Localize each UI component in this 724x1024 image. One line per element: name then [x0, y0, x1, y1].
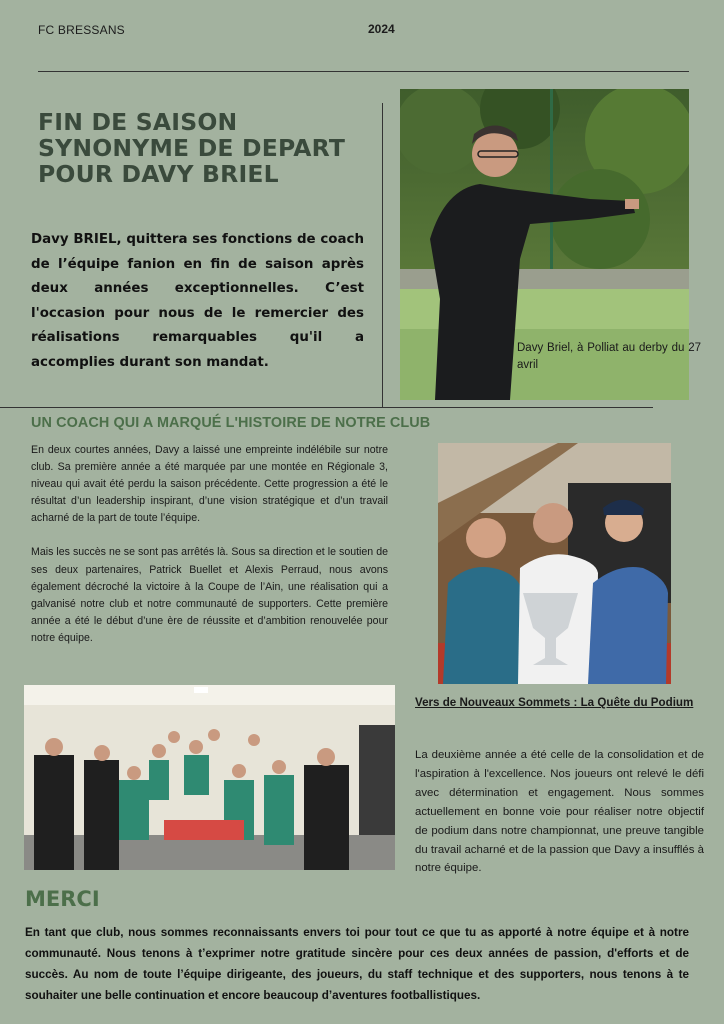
- middle-divider: [0, 407, 653, 408]
- coach-photo-caption: Davy Briel, à Polliat au derby du 27 avril: [517, 342, 701, 371]
- paragraph-first-year: En deux courtes années, Davy a laissé une empreinte indélébile sur notre club. Sa première année a été marquée par une montée en Régionale 3, niveau qui avait été perdu la saison précédente. Cette progression a été le résultat d’un leadership inspirant, d’une vision stratégique et d’un travail acharné de la part de toute l’équipe.: [31, 444, 388, 525]
- paragraph-cup: Mais les succès ne se sont pas arrêtés là. Sous sa direction et le soutien de ses deux partenaires, Patrick Buellet et Alexis Perraud, nous avons également décroché la victoire à la Coupe de l’Ain, une réalisation qui a galvanisé notre club et notre communauté de supporters. Cette première année a été le début d’une ère de réussite et d’ambition renouvelée pour notre équipe.: [31, 546, 388, 644]
- page-headline: FIN DE SAISON SYNONYME DE DEPART POUR DAVY BRIEL: [38, 108, 346, 188]
- issue-year: 2024: [368, 22, 395, 36]
- section-body-coach: [31, 442, 388, 664]
- section-body-podium: La deuxième année a été celle de la consolidation et de l'aspiration à l'excellence. Nos joueurs ont relevé le défi avec détermination et engagement. Nous sommes actuellement en bonne voie pour réaliser notre objectif de podium dans notre championnat, une preuve tangible du travail acharné et de la passion que Davy a insufflés à notre équipe.: [415, 749, 704, 875]
- section-title-coach: UN COACH QUI A MARQUÉ L'HISTOIRE DE NOTRE CLUB: [31, 415, 431, 431]
- vertical-divider: [382, 103, 383, 407]
- top-divider: [38, 71, 689, 72]
- merci-paragraph: En tant que club, nous sommes reconnaissants envers toi pour tout ce que tu as apporté à notre équipe et à notre communauté. Nous tenons à t’exprimer notre gratitude sincère pour ces deux années de passion, d'efforts et de succès. Au nom de toute l’équipe dirigeante, des joueurs, du staff technique et des supporters, nous tenons à te souhaiter une belle continuation et encore beaucoup d’aventures footballistiques.: [25, 926, 689, 1002]
- trophy-photo: [438, 443, 671, 684]
- merci-title: MERCI: [25, 887, 100, 911]
- team-photo: [24, 685, 395, 870]
- club-name: FC BRESSANS: [38, 23, 125, 37]
- lead-paragraph: Davy BRIEL, quittera ses fonctions de coach de l’équipe fanion en fin de saison après deux années exceptionnelles. C’est l'occasion pour nous de le remercier des réalisations remarquables qu'il a accomplies durant son mandat.: [31, 232, 364, 370]
- section-title-podium: Vers de Nouveaux Sommets : La Quête du Podium: [415, 696, 694, 709]
